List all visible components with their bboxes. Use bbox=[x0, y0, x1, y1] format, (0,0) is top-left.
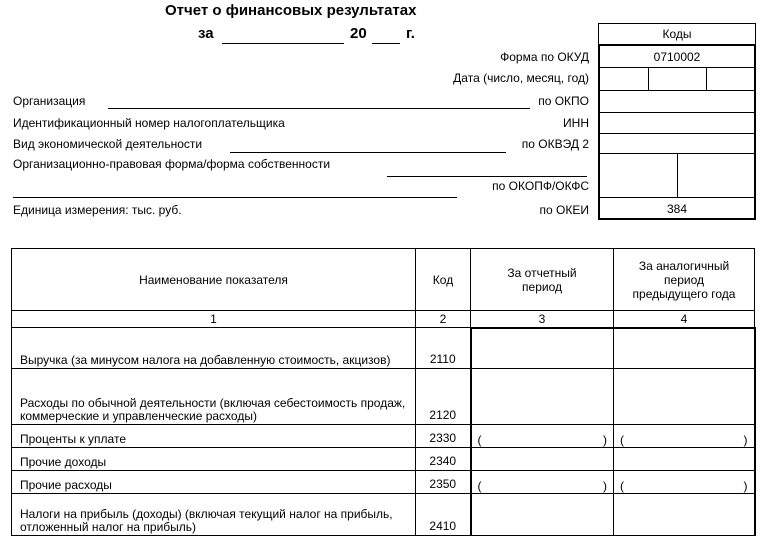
taxpayer-id-label: Идентификационный номер налогоплательщика bbox=[13, 116, 285, 130]
value-current-2330[interactable] bbox=[471, 425, 614, 448]
table-number-row bbox=[12, 311, 755, 328]
table-header-row bbox=[12, 249, 755, 311]
codes-header: Коды bbox=[598, 23, 756, 45]
year-suffix: г. bbox=[406, 25, 415, 42]
col-header-code: Код bbox=[416, 249, 471, 311]
financial-results-table bbox=[11, 248, 756, 536]
year-prefix: 20 bbox=[350, 25, 367, 42]
value-previous-2120[interactable] bbox=[614, 369, 755, 425]
table-row bbox=[12, 494, 755, 536]
organization-label: Организация bbox=[13, 94, 86, 108]
okpo-label: по ОКПО bbox=[538, 94, 589, 108]
row-code: 2340 bbox=[416, 448, 471, 471]
value-previous-2330[interactable] bbox=[614, 425, 755, 448]
col-header-current: За отчетный период bbox=[471, 249, 614, 311]
col-num-3: 3 bbox=[471, 311, 614, 328]
open-paren: ( bbox=[620, 433, 624, 447]
value-current-2120[interactable] bbox=[471, 369, 614, 425]
report-title: Отчет о финансовых результатах bbox=[165, 2, 417, 19]
row-code: 2330 bbox=[416, 425, 471, 448]
table-row bbox=[12, 328, 755, 369]
close-paren: ) bbox=[603, 479, 607, 493]
okei-value: 384 bbox=[666, 201, 688, 216]
col-num-1: 1 bbox=[12, 311, 416, 328]
col-header-previous: За аналогичный период предыдущего года bbox=[614, 249, 755, 311]
open-paren: ( bbox=[477, 479, 482, 493]
value-current-2110[interactable] bbox=[471, 328, 614, 369]
value-current-2340[interactable] bbox=[471, 448, 614, 471]
close-paren: ) bbox=[743, 479, 748, 493]
col-num-2: 2 bbox=[416, 311, 471, 328]
date-label: Дата (число, месяц, год) bbox=[453, 71, 589, 85]
row-name: Выручка (за минусом налога на добавленную стоимость, акцизов) bbox=[12, 328, 416, 369]
close-paren: ) bbox=[603, 433, 607, 447]
value-previous-2410[interactable] bbox=[614, 494, 755, 536]
period-prefix: за bbox=[198, 25, 214, 42]
activity-field[interactable] bbox=[230, 152, 506, 153]
open-paren: ( bbox=[477, 433, 482, 447]
value-previous-2110[interactable] bbox=[614, 328, 755, 369]
value-previous-2340[interactable] bbox=[614, 448, 755, 471]
table-row bbox=[12, 369, 755, 425]
col-header-name: Наименование показателя bbox=[12, 249, 416, 311]
value-current-2350[interactable] bbox=[471, 471, 614, 494]
row-name: Прочие доходы bbox=[12, 448, 416, 471]
okved-label: по ОКВЭД 2 bbox=[521, 137, 589, 151]
table-row bbox=[12, 425, 755, 448]
okei-label: по ОКЕИ bbox=[539, 203, 589, 217]
open-paren: ( bbox=[620, 479, 624, 493]
close-paren: ) bbox=[743, 433, 748, 447]
year-field[interactable] bbox=[372, 43, 400, 44]
table-row bbox=[12, 471, 755, 494]
value-previous-2350[interactable] bbox=[614, 471, 755, 494]
okud-value: 0710002 bbox=[653, 50, 701, 64]
activity-label: Вид экономической деятельности bbox=[13, 137, 203, 151]
period-field[interactable] bbox=[222, 43, 344, 44]
row-name: Расходы по обычной деятельности (включая себестоимость продаж, коммерческие и управленческие расходы) bbox=[12, 369, 416, 425]
row-name: Прочие расходы bbox=[12, 471, 416, 494]
table-row bbox=[12, 448, 755, 471]
value-current-2410[interactable] bbox=[471, 494, 614, 536]
row-code: 2120 bbox=[416, 369, 471, 425]
okud-label: Форма по ОКУД bbox=[500, 50, 589, 64]
row-code: 2410 bbox=[416, 494, 471, 536]
row-code: 2110 bbox=[416, 328, 471, 369]
inn-label: ИНН bbox=[563, 116, 589, 130]
row-name: Налоги на прибыль (доходы) (включая текущий налог на прибыль, отложенный налог на прибыль) bbox=[12, 494, 416, 536]
col-num-4: 4 bbox=[614, 311, 755, 328]
unit-label: Единица измерения: тыс. руб. bbox=[13, 203, 182, 217]
legal-form-field-2[interactable] bbox=[13, 197, 457, 198]
organization-field[interactable] bbox=[108, 108, 530, 109]
row-name: Проценты к уплате bbox=[12, 425, 416, 448]
okopf-label: по ОКОПФ/ОКФС bbox=[492, 179, 589, 193]
legal-form-label: Организационно-правовая форма/форма собственности bbox=[13, 157, 331, 171]
legal-form-field-1[interactable] bbox=[387, 176, 587, 177]
row-code: 2350 bbox=[416, 471, 471, 494]
